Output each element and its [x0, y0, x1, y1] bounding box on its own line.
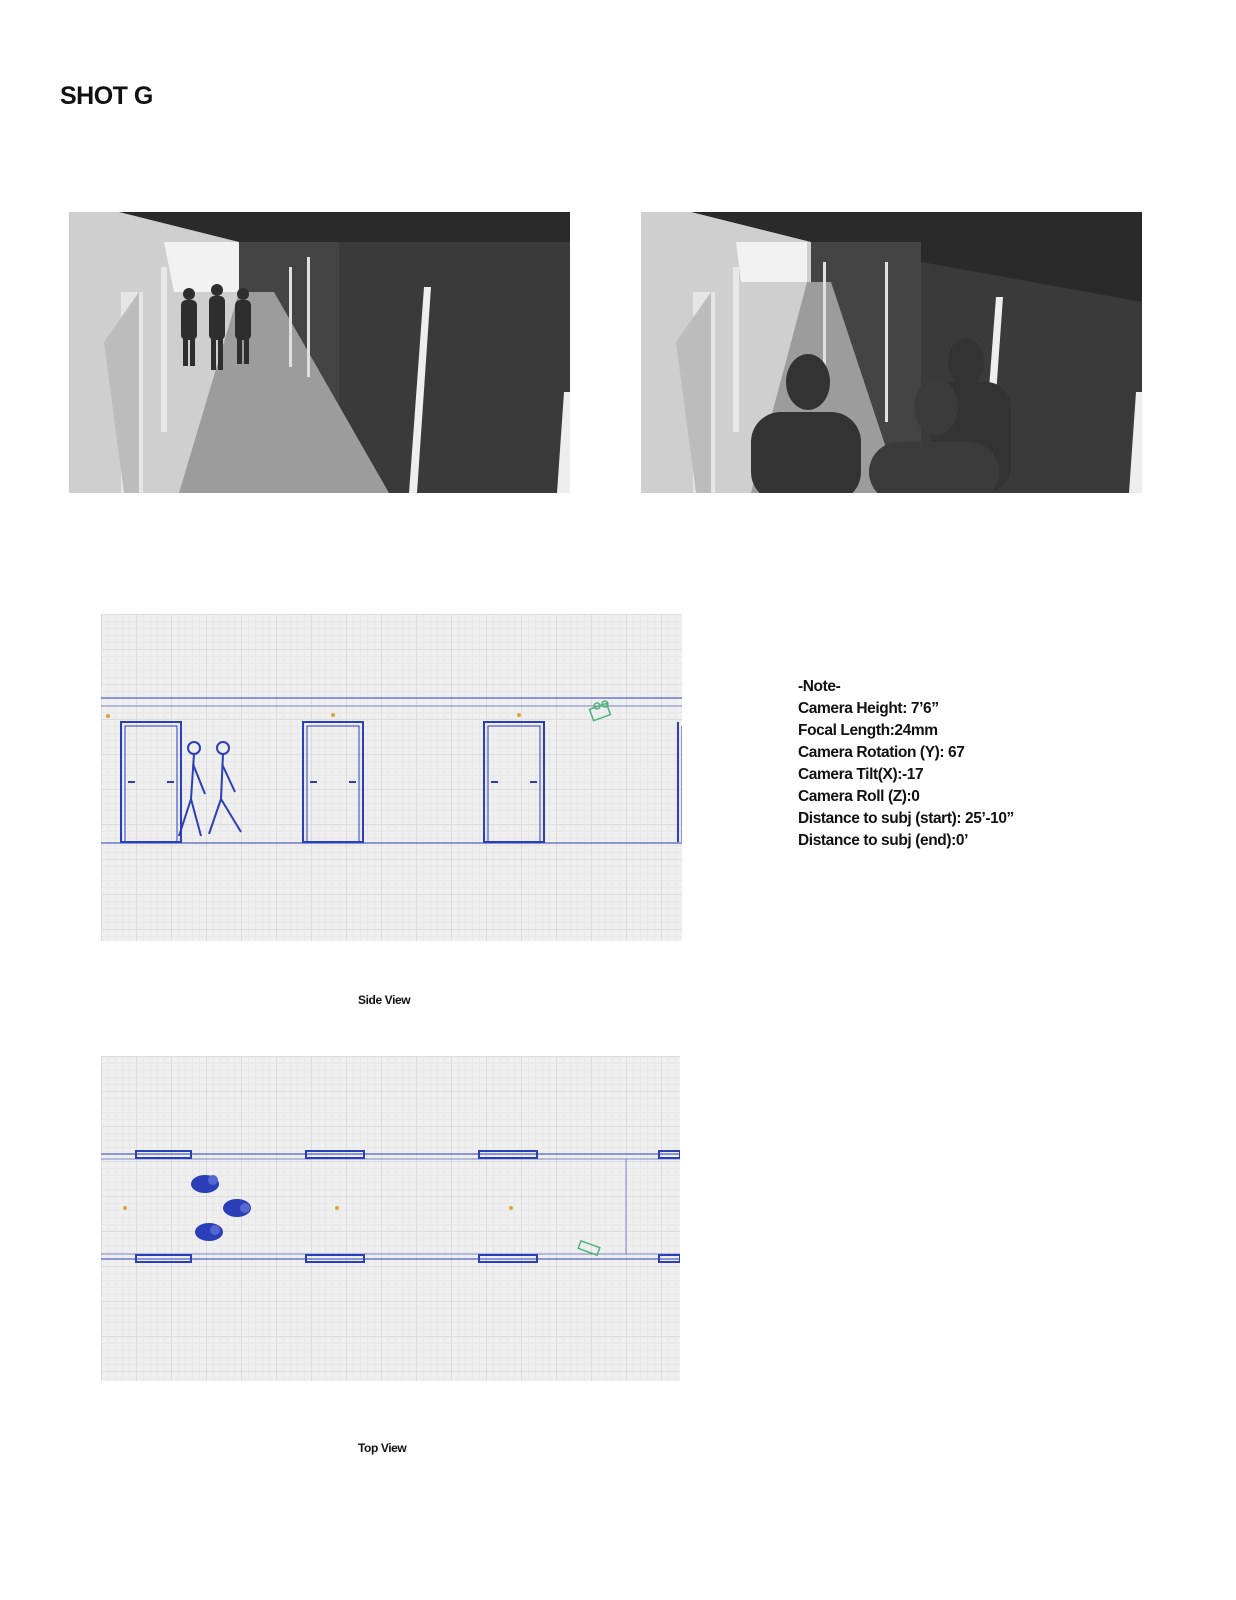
- note-focal-length: Focal Length:24mm: [798, 722, 938, 739]
- door-1: [121, 722, 181, 842]
- camera-notes: [798, 676, 1014, 852]
- light-markers-plan: [123, 1206, 513, 1210]
- top-view-drawing: [101, 1056, 680, 1381]
- note-camera-height: Camera Height: 7’6”: [798, 700, 939, 717]
- end-frame-render: [641, 212, 1142, 493]
- walking-figures: [179, 742, 241, 836]
- figures-plan: [191, 1175, 251, 1241]
- light-markers: [106, 713, 521, 718]
- camera-plan-icon: [578, 1241, 600, 1255]
- page-title: SHOT G: [60, 82, 153, 110]
- start-frame-render: [69, 212, 570, 493]
- note-camera-rotation: Camera Rotation (Y): 67: [798, 744, 965, 761]
- camera-icon: [589, 701, 610, 721]
- door-2: [303, 722, 363, 842]
- note-camera-roll: Camera Roll (Z):0: [798, 788, 920, 805]
- note-distance-end: Distance to subj (end):0’: [798, 832, 968, 849]
- top-view-caption: Top View: [358, 1441, 407, 1455]
- top-view-viewport: [101, 1056, 680, 1381]
- note-camera-tilt: Camera Tilt(X):-17: [798, 766, 924, 783]
- door-3: [484, 722, 544, 842]
- door-4: [678, 722, 682, 842]
- side-view-drawing: [101, 614, 682, 941]
- side-view-caption: Side View: [358, 993, 411, 1007]
- note-distance-start: Distance to subj (start): 25’-10”: [798, 810, 1014, 827]
- notes-heading: -Note-: [798, 678, 841, 695]
- side-view-viewport: [101, 614, 682, 941]
